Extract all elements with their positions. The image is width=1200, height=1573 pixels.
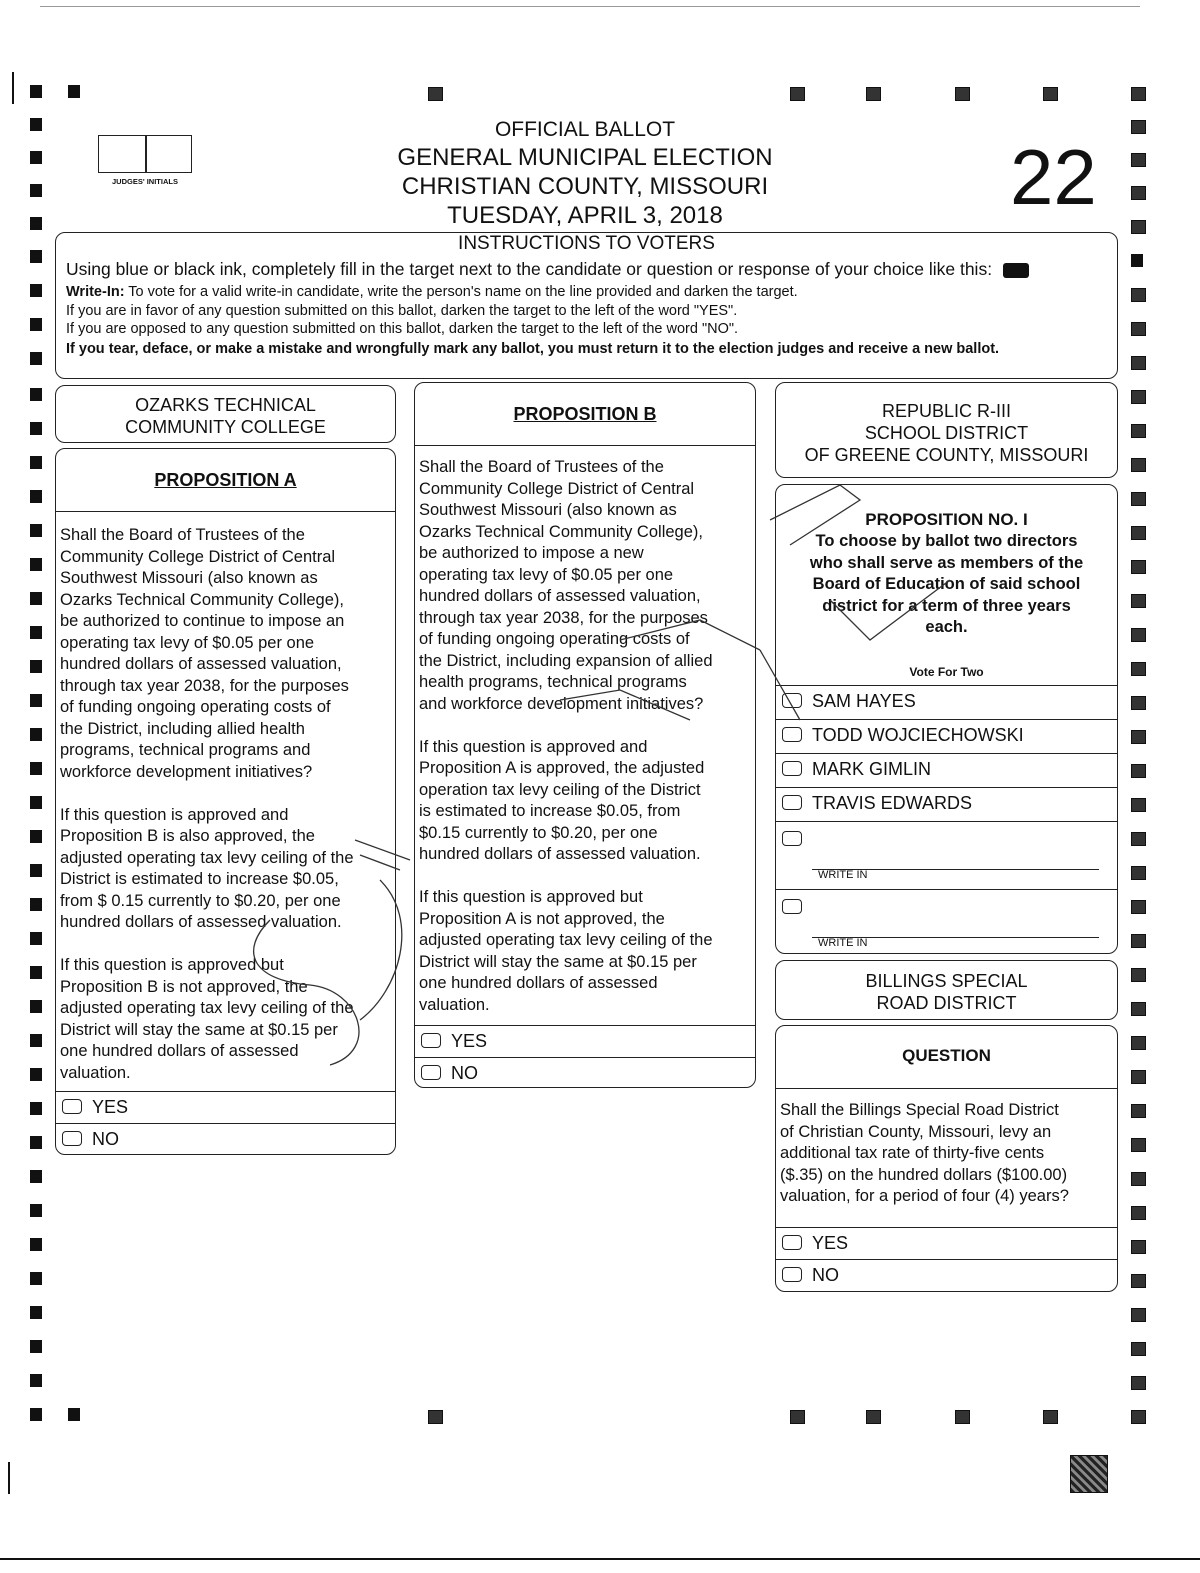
page-top-edge [40, 6, 1140, 7]
instructions-no: If you are opposed to any question submitted on this ballot, darken the target to the left of the word "NO". [66, 321, 739, 337]
candidate-name: MARK GIMLIN [812, 759, 932, 779]
candidate-option[interactable] [776, 685, 1117, 719]
yes-target-oval[interactable] [62, 1099, 82, 1114]
director-contest-text: To choose by ballot two directors who shall serve as members of the Board of Education of said school district for a term of three years each. [809, 532, 1084, 636]
proposition-a-no-option[interactable] [56, 1123, 395, 1155]
proposition-a-contest [55, 448, 396, 1155]
yes-target-oval[interactable] [782, 1235, 802, 1250]
no-label: NO [451, 1063, 478, 1083]
director-contest [775, 484, 1118, 954]
instructions-fill-line: Using blue or black ink, completely fill in the target next to the candidate or question or response of your choice like this: [66, 259, 1106, 280]
proposition-b-yes-option[interactable] [415, 1025, 755, 1057]
ballot-title [285, 117, 885, 230]
instructions-spoiled: If you tear, deface, or make a mistake and wrongfully mark any ballot, you must return it to the election judges and receive a new ballot. [66, 341, 1000, 357]
yes-label: YES [812, 1233, 849, 1253]
instructions-box [55, 232, 1118, 379]
candidate-name: TODD WOJCIECHOWSKI [812, 725, 1024, 745]
write-in-target-oval[interactable] [782, 831, 802, 846]
write-in-label: WRITE IN [818, 937, 868, 949]
yes-target-oval[interactable] [421, 1033, 441, 1048]
candidate-option[interactable] [776, 719, 1117, 753]
candidate-target-oval[interactable] [782, 693, 802, 708]
candidate-option[interactable] [776, 753, 1117, 787]
candidate-option[interactable] [776, 787, 1117, 821]
instructions-yes: If you are in favor of any question submitted on this ballot, darken the target to the left of the word "YES". [66, 303, 738, 319]
write-in-option[interactable] [776, 889, 1117, 953]
ballot-style-number: 22 [1010, 133, 1097, 221]
instructions-title: INSTRUCTIONS TO VOTERS [458, 233, 715, 254]
otc-heading-box [55, 385, 396, 443]
yes-label: YES [92, 1097, 129, 1117]
candidate-name: TRAVIS EDWARDS [812, 793, 973, 813]
instructions-writein: Write-In: To vote for a valid write-in candidate, write the person's name on the line provided and darken the target. [66, 284, 798, 300]
no-target-oval[interactable] [782, 1267, 802, 1282]
no-target-oval[interactable] [62, 1131, 82, 1146]
write-in-label: WRITE IN [818, 869, 868, 881]
proposition-b-title: PROPOSITION B [513, 404, 657, 424]
county-name: CHRISTIAN COUNTY, MISSOURI [401, 173, 769, 200]
candidate-target-oval[interactable] [782, 761, 802, 776]
scan-line-left-bottom [8, 1462, 10, 1494]
billings-heading: BILLINGS SPECIAL ROAD DISTRICT [865, 971, 1028, 1013]
billings-heading-box [775, 960, 1118, 1020]
write-in-option[interactable] [776, 821, 1117, 889]
filled-target-example [1003, 263, 1029, 278]
official-ballot: OFFICIAL BALLOT [494, 118, 676, 141]
divider [56, 511, 395, 512]
divider [776, 1088, 1117, 1089]
no-label: NO [92, 1129, 119, 1149]
scan-line-left [12, 72, 14, 104]
no-target-oval[interactable] [421, 1065, 441, 1080]
otc-heading: OZARKS TECHNICAL COMMUNITY COLLEGE [125, 395, 326, 437]
proposition-a-title: PROPOSITION A [154, 470, 297, 490]
proposition-b-text: Shall the Board of Trustees of the Community College District of Central Southwest Missouri (also known as Ozarks Technical Community College), be authorized to impose a new operating tax levy of $0.05 per one hundred dollars of assessed valuation, through tax year 2038, for the purposes of funding ongoing operating costs of the District, including expansion of allied health programs, technical programs and workforce development initiatives? If this question is approved and Proposition A is approved, the adjusted operation tax levy ceiling of the District is estimated to increase $0.05, from $0.15 currently to $0.20, per one hundred dollars of assessed valuation. If this question is approved but Proposition A is not approved, the adjusted operating tax levy ceiling of the District will stay the same at $0.15 per one hundred dollars of assessed valuation. [419, 458, 713, 1014]
billings-yes-option[interactable] [776, 1227, 1117, 1259]
judges-initials-label: JUDGES' INITIALS [112, 177, 178, 186]
page-bottom-edge [0, 1558, 1200, 1560]
candidate-target-oval[interactable] [782, 727, 802, 742]
proposition-b-contest [414, 382, 756, 1088]
billings-question-contest [775, 1025, 1118, 1292]
republic-heading: REPUBLIC R-III SCHOOL DISTRICT OF GREENE COUNTY, MISSOURI [804, 401, 1089, 465]
billings-question-title: QUESTION [902, 1046, 991, 1065]
election-date: TUESDAY, APRIL 3, 2018 [447, 202, 723, 229]
barcode-2d [1070, 1455, 1108, 1493]
billings-question-text: Shall the Billings Special Road District of Christian County, Missouri, levy an additional tax rate of thirty-five cents ($.35) on the hundred dollars ($100.00) valuation, for a period of four (4) years? [780, 1101, 1069, 1205]
vote-for-two: Vote For Two [909, 665, 984, 679]
election-name: GENERAL MUNICIPAL ELECTION [397, 144, 773, 171]
director-contest-title: PROPOSITION NO. I [865, 510, 1028, 529]
judges-initials-box [98, 135, 192, 173]
candidate-target-oval[interactable] [782, 795, 802, 810]
write-in-target-oval[interactable] [782, 899, 802, 914]
proposition-a-yes-option[interactable] [56, 1091, 395, 1123]
candidate-name: SAM HAYES [812, 691, 916, 711]
proposition-b-no-option[interactable] [415, 1057, 755, 1089]
yes-label: YES [451, 1031, 488, 1051]
divider [415, 445, 755, 446]
proposition-a-text: Shall the Board of Trustees of the Community College District of Central Southwest Missouri (also known as Ozarks Technical Community College), be authorized to continue to impose an operating tax levy of $0.05 per one hundred dollars of assessed valuation, through tax year 2038, for the purposes of funding ongoing operating costs of the District, including allied health programs, technical programs and workforce development initiatives? If this question is approved and Proposition B is also approved, the adjusted operating tax levy ceiling of the District is estimated to increase $0.05, from $ 0.15 currently to $0.20, per one hundred dollars of assessed valuation. If this question is approved but Proposition B is not approved, the adjusted operating tax levy ceiling of the District will stay the same at $0.15 per one hundred dollars of assessed valuation. [60, 526, 354, 1082]
republic-heading-box [775, 382, 1118, 478]
no-label: NO [812, 1265, 839, 1285]
billings-no-option[interactable] [776, 1259, 1117, 1291]
